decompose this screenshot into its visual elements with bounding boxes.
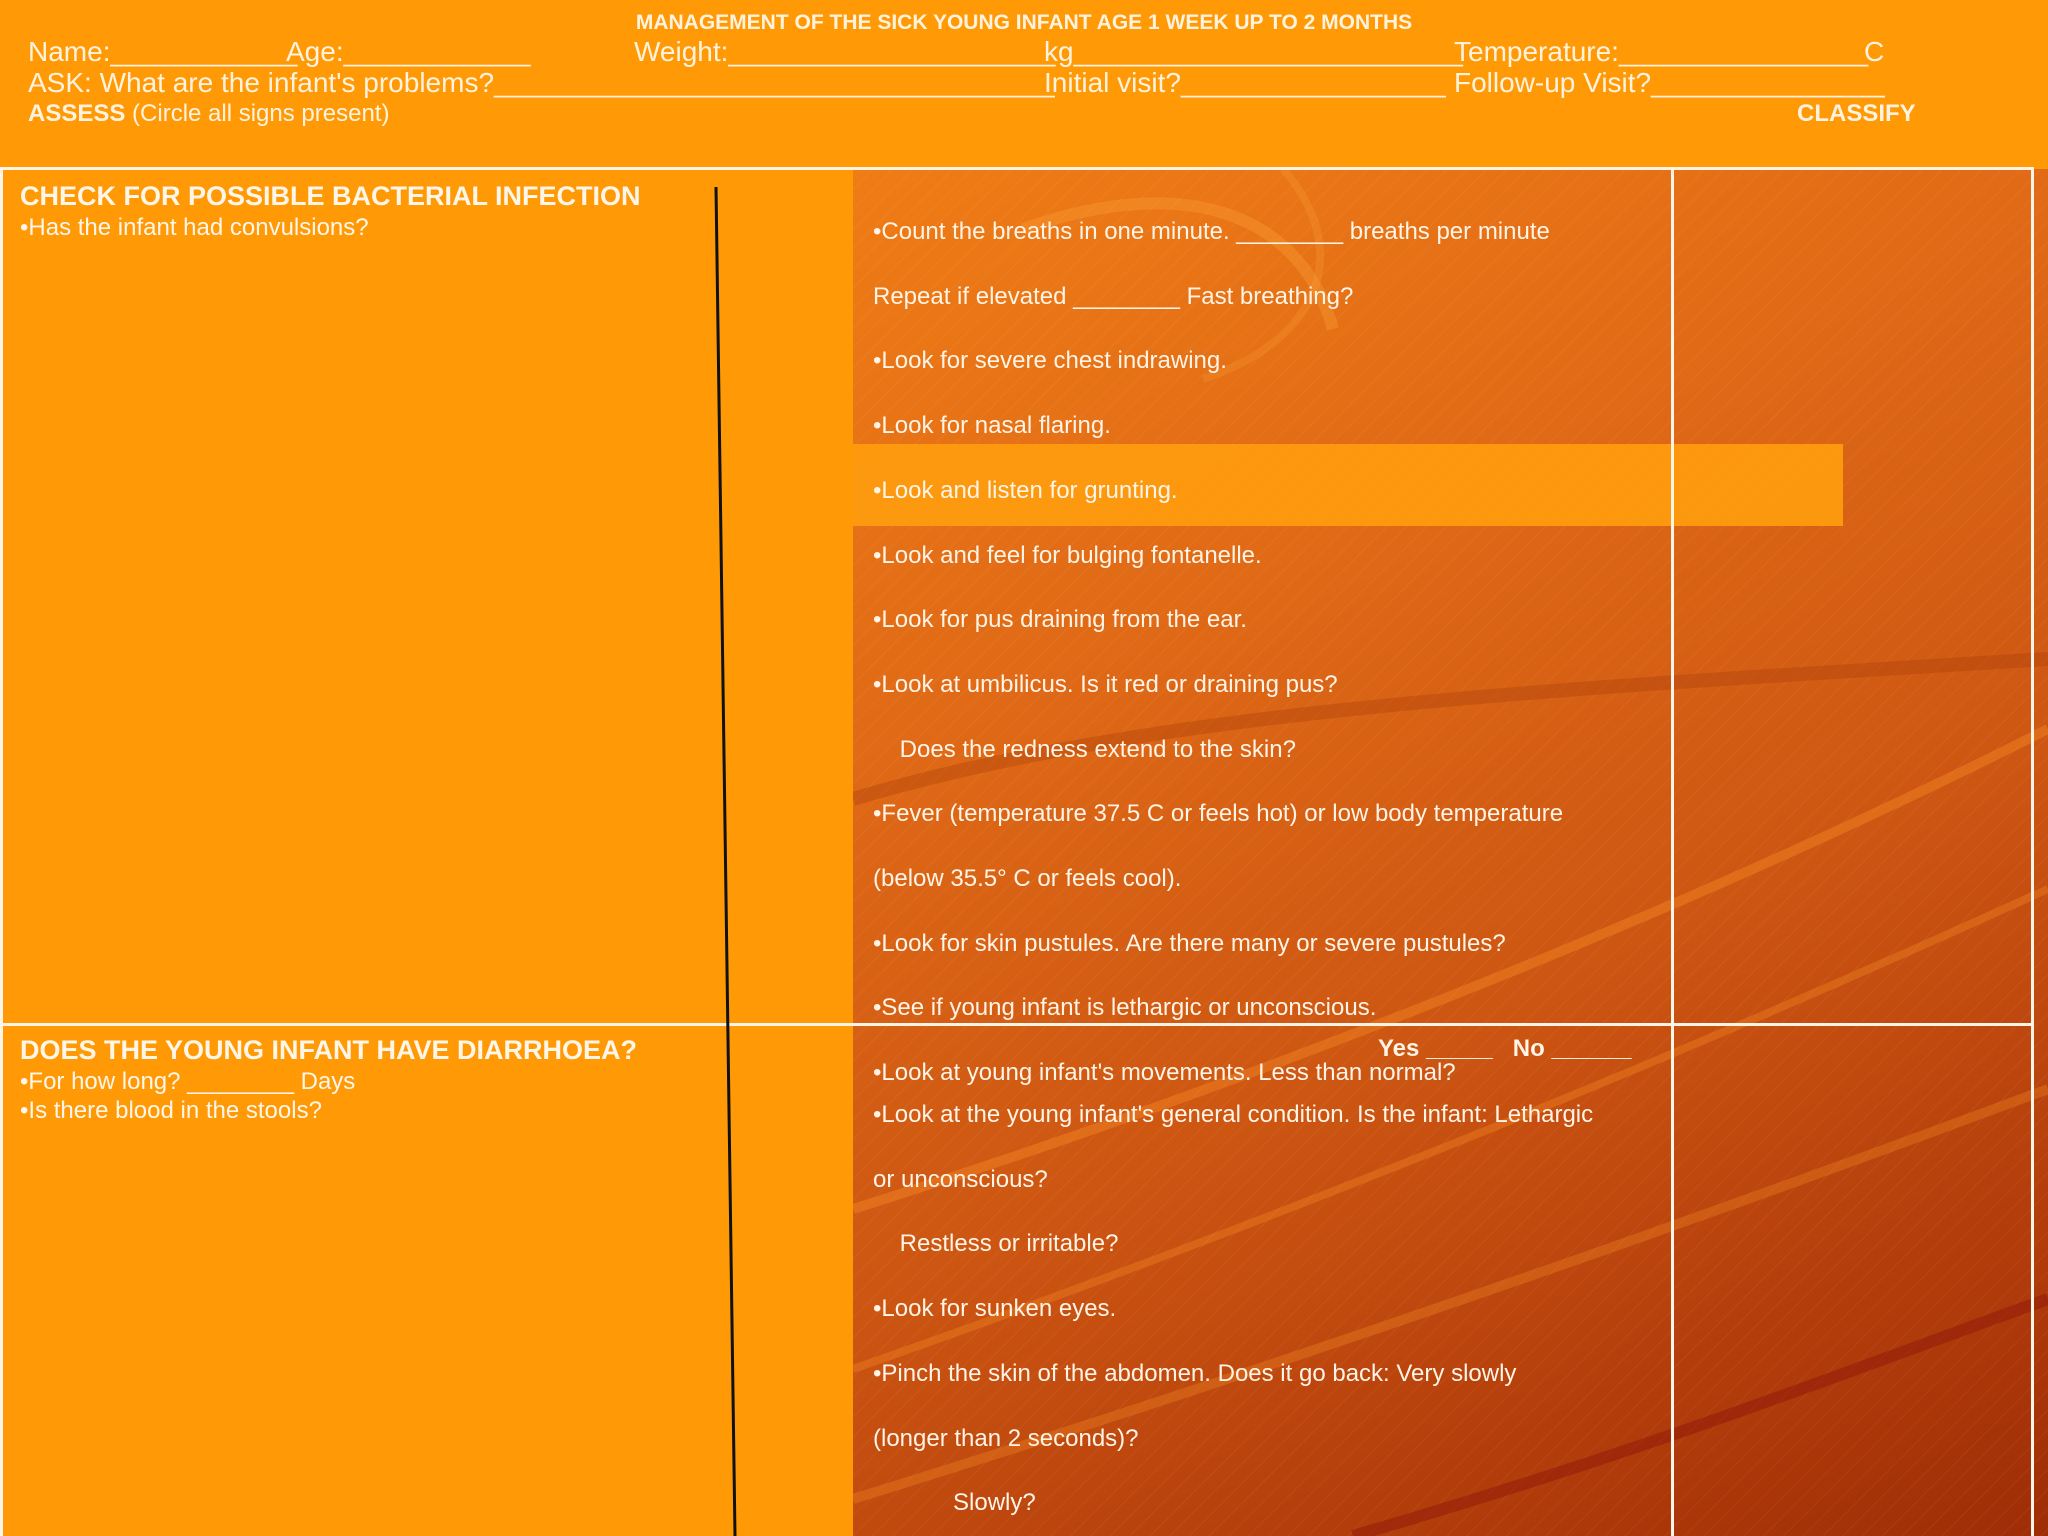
sign-restless: Restless or irritable? [873,1230,1119,1258]
sign-chest-indrawing: •Look for severe chest indrawing. [873,347,1227,375]
temperature-field[interactable]: Temperature:________________ [1454,36,1869,67]
sign-general-condition: •Look at the young infant's general condition. Is the infant: Lethargic [873,1101,1594,1128]
sign-sunken-eyes: •Look for sunken eyes. [873,1295,1117,1323]
kg-field[interactable]: kg_________________________ [1044,36,1463,67]
sign-count-breaths: •Count the breaths in one minute. ________ breaths per minute [873,218,1550,245]
sign-umbilicus-redness: Does the redness extend to the skin? [873,735,1296,763]
sign-grunting: •Look and listen for grunting. [873,476,1178,504]
ask-problems-field[interactable]: ASK: What are the infant's problems?____________________________________ [28,67,1055,98]
sign-bulging-fontanelle: •Look and feel for bulging fontanelle. [873,541,1262,569]
sign-fever-low-temp: (below 35.5° C or feels cool). [873,865,1182,893]
sign-lethargic: •See if young infant is lethargic or unconscious. [873,994,1377,1022]
bacterial-signs-list [873,182,1563,1106]
sign-movements: •Look at young infant's movements. Less than normal? [873,1059,1456,1087]
weight-field[interactable]: Weight:_____________________ [634,36,1056,67]
sign-skin-pustules: •Look for skin pustules. Are there many or severe pustules? [873,929,1506,957]
temperature-unit: C [1864,36,1885,67]
assess-label: ASSESS [28,100,126,127]
sign-general-condition-cont: or unconscious? [873,1165,1048,1193]
initial-visit-field[interactable]: Initial visit?_________________ [1044,67,1446,98]
age-field[interactable]: Age:____________ [286,36,531,67]
diarrhoea-yes-no[interactable]: Yes _____ No ______ [1378,1035,1632,1062]
sign-fever: •Fever (temperature 37.5 C or feels hot) or low body temperature [873,800,1564,828]
sign-skin-pinch-cont: (longer than 2 seconds)? [873,1424,1139,1452]
convulsions-question: •Has the infant had convulsions? [20,214,369,241]
assess-note: (Circle all signs present) [125,100,390,127]
diarrhoea-signs-list [873,1065,1593,1536]
diarrhoea-duration-question: •For how long? ________ Days [20,1068,356,1095]
diarrhoea-title: DOES THE YOUNG INFANT HAVE DIARRHOEA? [20,1035,638,1065]
bacterial-infection-title: CHECK FOR POSSIBLE BACTERIAL INFECTION [20,181,641,211]
sign-slowly: Slowly? [873,1489,1036,1517]
sign-pus-ear: •Look for pus draining from the ear. [873,606,1247,634]
followup-visit-field[interactable]: Follow-up Visit?_______________ [1454,67,1885,98]
sign-nasal-flaring: •Look for nasal flaring. [873,412,1111,440]
sign-skin-pinch: •Pinch the skin of the abdomen. Does it go back: Very slowly [873,1359,1517,1387]
sign-repeat-breathing: Repeat if elevated ________ Fast breathing? [873,282,1354,310]
classify-label: CLASSIFY [1797,100,1916,127]
page-title: MANAGEMENT OF THE SICK YOUNG INFANT AGE 1 WEEK UP TO 2 MONTHS [635,11,1413,34]
name-field[interactable]: Name:____________ [28,36,298,67]
blood-in-stools-question: •Is there blood in the stools? [20,1097,322,1124]
sign-umbilicus: •Look at umbilicus. Is it red or draining pus? [873,670,1338,698]
